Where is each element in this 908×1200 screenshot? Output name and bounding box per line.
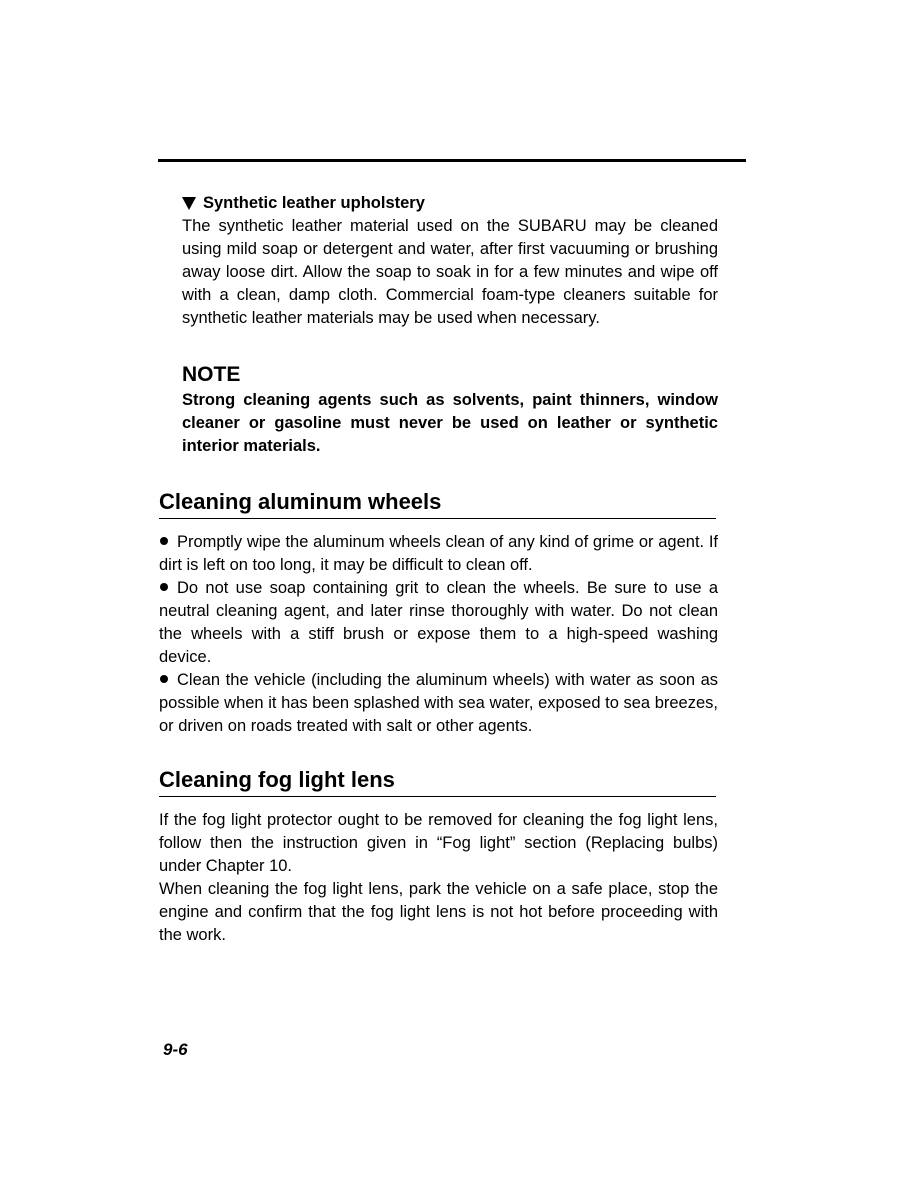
bullet-icon [160,583,168,591]
upholstery-heading [182,192,718,215]
wheels-bullet [159,577,718,669]
fog-paragraph: When cleaning the fog light lens, park the vehicle on a safe place, stop the engine and confirm that the fog light lens is not hot before proceeding with the work. [159,880,718,944]
note-body: Strong cleaning agents such as solvents, paint thinners, window cleaner or gasoline must never be used on leather or synthetic interior materials. [182,391,718,455]
wheels-bullet [159,531,718,577]
fog-paragraph: If the fog light protector ought to be removed for cleaning the fog light lens, follow then the instruction given in “Fog light” section (Replacing bulbs) under Chapter 10. [159,811,718,875]
wheels-bullet [159,669,718,738]
wheels-bullet-text: Promptly wipe the aluminum wheels clean of any kind of grime or agent. If dirt is left on too long, it may be difficult to clean off. [159,533,718,574]
wheels-section-title: Cleaning aluminum wheels [159,489,442,514]
triangle-down-icon [182,197,196,210]
wheels-section-body [159,531,718,738]
note-box [182,361,718,458]
fog-section-title: Cleaning fog light lens [159,767,395,792]
page-number: 9-6 [163,1040,188,1059]
upholstery-heading-text: Synthetic leather upholstery [203,194,425,212]
note-title: NOTE [182,363,241,386]
upholstery-body: The synthetic leather material used on the SUBARU may be cleaned using mild soap or detergent and water, after first vacuuming or brushing away loose dirt. Allow the soap to soak in for a few minutes and wipe off with a clean, damp cloth. Commercial foam-type cleaners suitable for synthetic leather materials may be used when necessary. [182,217,718,327]
bullet-icon [160,537,168,545]
wheels-title-rule [159,518,716,519]
upholstery-section [182,192,718,330]
top-rule [158,159,746,162]
wheels-bullet-text: Clean the vehicle (including the aluminum wheels) with water as soon as possible when it has been splashed with sea water, exposed to sea breezes, or driven on roads treated with salt or other agents. [159,671,718,735]
fog-section-body [159,809,718,947]
bullet-icon [160,675,168,683]
wheels-bullet-text: Do not use soap containing grit to clean the wheels. Be sure to use a neutral cleaning agent, and later rinse thoroughly with water. Do not clean the wheels with a stiff brush or expose them to a high-speed washing device. [159,579,718,666]
fog-title-rule [159,796,716,797]
